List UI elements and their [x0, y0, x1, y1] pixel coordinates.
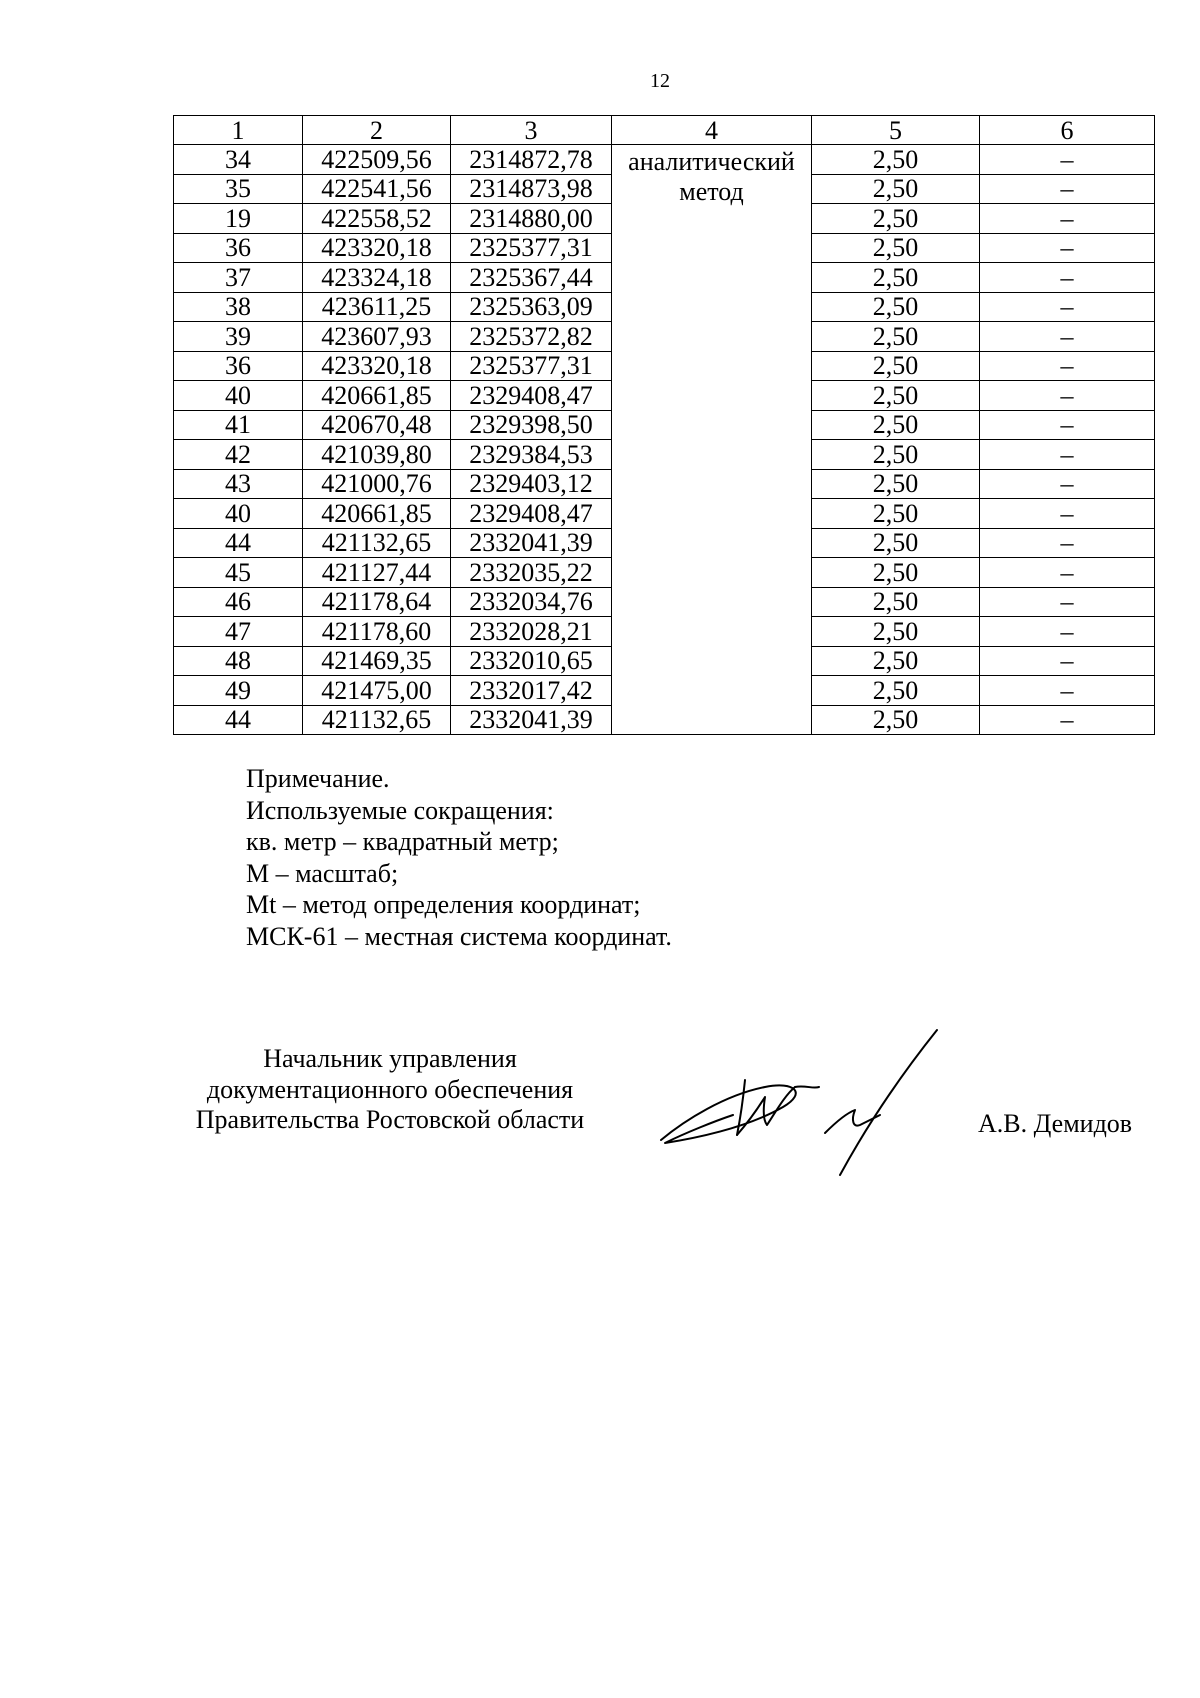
x-coordinate-cell: 421469,35 — [303, 646, 451, 676]
accuracy-cell: 2,50 — [812, 145, 980, 175]
x-coordinate-cell: 421127,44 — [303, 558, 451, 588]
column-header: 3 — [451, 116, 612, 145]
y-coordinate-cell: 2325367,44 — [451, 263, 612, 293]
accuracy-cell: 2,50 — [812, 587, 980, 617]
position-line: документационного обеспечения — [206, 1074, 574, 1104]
accuracy-cell: 2,50 — [812, 469, 980, 499]
y-coordinate-cell: 2325363,09 — [451, 292, 612, 322]
description-cell: – — [980, 351, 1155, 381]
point-number-cell: 41 — [174, 410, 303, 440]
description-cell: – — [980, 528, 1155, 558]
x-coordinate-cell: 420661,85 — [303, 381, 451, 411]
description-cell: – — [980, 587, 1155, 617]
x-coordinate-cell: 421178,60 — [303, 617, 451, 647]
y-coordinate-cell: 2329384,53 — [451, 440, 612, 470]
y-coordinate-cell: 2329408,47 — [451, 499, 612, 529]
position-line: Начальник управления — [263, 1044, 517, 1073]
accuracy-cell: 2,50 — [812, 646, 980, 676]
y-coordinate-cell: 2332028,21 — [451, 617, 612, 647]
table-row — [174, 145, 1155, 175]
point-number-cell: 34 — [174, 145, 303, 175]
description-cell: – — [980, 145, 1155, 175]
handwritten-signature — [655, 1025, 945, 1185]
point-number-cell: 45 — [174, 558, 303, 588]
y-coordinate-cell: 2329408,47 — [451, 381, 612, 411]
note-line: М – масштаб; — [246, 858, 399, 888]
column-header: 6 — [980, 116, 1155, 145]
column-header: 1 — [174, 116, 303, 145]
table-header-row — [174, 116, 1155, 145]
x-coordinate-cell: 420661,85 — [303, 499, 451, 529]
point-number-cell: 35 — [174, 174, 303, 204]
coordinates-table — [173, 115, 1155, 735]
accuracy-cell: 2,50 — [812, 705, 980, 735]
signatory-position — [150, 1044, 630, 1136]
note-line: Используемые сокращения: — [246, 795, 554, 825]
point-number-cell: 37 — [174, 263, 303, 293]
notes-title: Примечание. — [246, 764, 390, 793]
accuracy-cell: 2,50 — [812, 174, 980, 204]
description-cell: – — [980, 440, 1155, 470]
y-coordinate-cell: 2314872,78 — [451, 145, 612, 175]
description-cell: – — [980, 499, 1155, 529]
description-cell: – — [980, 381, 1155, 411]
accuracy-cell: 2,50 — [812, 499, 980, 529]
point-number-cell: 43 — [174, 469, 303, 499]
y-coordinate-cell: 2325377,31 — [451, 233, 612, 263]
point-number-cell: 40 — [174, 381, 303, 411]
description-cell: – — [980, 705, 1155, 735]
accuracy-cell: 2,50 — [812, 381, 980, 411]
x-coordinate-cell: 421000,76 — [303, 469, 451, 499]
accuracy-cell: 2,50 — [812, 233, 980, 263]
x-coordinate-cell: 421132,65 — [303, 705, 451, 735]
x-coordinate-cell: 422541,56 — [303, 174, 451, 204]
point-number-cell: 44 — [174, 705, 303, 735]
accuracy-cell: 2,50 — [812, 204, 980, 234]
description-cell: – — [980, 233, 1155, 263]
x-coordinate-cell: 423611,25 — [303, 292, 451, 322]
accuracy-cell: 2,50 — [812, 528, 980, 558]
description-cell: – — [980, 204, 1155, 234]
accuracy-cell: 2,50 — [812, 351, 980, 381]
accuracy-cell: 2,50 — [812, 676, 980, 706]
y-coordinate-cell: 2314880,00 — [451, 204, 612, 234]
accuracy-cell: 2,50 — [812, 263, 980, 293]
accuracy-cell: 2,50 — [812, 410, 980, 440]
y-coordinate-cell: 2332035,22 — [451, 558, 612, 588]
x-coordinate-cell: 421178,64 — [303, 587, 451, 617]
description-cell: – — [980, 469, 1155, 499]
page-number: 12 — [650, 70, 670, 92]
note-line: Mt – метод определения координат; — [246, 890, 641, 919]
accuracy-cell: 2,50 — [812, 558, 980, 588]
description-cell: – — [980, 410, 1155, 440]
column-header: 4 — [612, 116, 812, 145]
x-coordinate-cell: 423324,18 — [303, 263, 451, 293]
y-coordinate-cell: 2332041,39 — [451, 705, 612, 735]
point-number-cell: 46 — [174, 587, 303, 617]
y-coordinate-cell: 2332041,39 — [451, 528, 612, 558]
x-coordinate-cell: 423320,18 — [303, 233, 451, 263]
description-cell: – — [980, 676, 1155, 706]
y-coordinate-cell: 2332010,65 — [451, 646, 612, 676]
x-coordinate-cell: 420670,48 — [303, 410, 451, 440]
column-header: 5 — [812, 116, 980, 145]
point-number-cell: 40 — [174, 499, 303, 529]
accuracy-cell: 2,50 — [812, 617, 980, 647]
x-coordinate-cell: 421475,00 — [303, 676, 451, 706]
accuracy-cell: 2,50 — [812, 322, 980, 352]
accuracy-cell: 2,50 — [812, 440, 980, 470]
note-line: кв. метр – квадратный метр; — [246, 827, 559, 856]
y-coordinate-cell: 2325372,82 — [451, 322, 612, 352]
y-coordinate-cell: 2329398,50 — [451, 410, 612, 440]
y-coordinate-cell: 2332034,76 — [451, 587, 612, 617]
signatory-name: А.В. Демидов — [978, 1109, 1133, 1138]
point-number-cell: 36 — [174, 351, 303, 381]
y-coordinate-cell: 2332017,42 — [451, 676, 612, 706]
x-coordinate-cell: 421132,65 — [303, 528, 451, 558]
x-coordinate-cell: 423607,93 — [303, 322, 451, 352]
point-number-cell: 19 — [174, 204, 303, 234]
notes — [246, 763, 672, 952]
x-coordinate-cell: 423320,18 — [303, 351, 451, 381]
position-line: Правительства Ростовской области — [195, 1105, 585, 1134]
column-header: 2 — [303, 116, 451, 145]
description-cell: – — [980, 263, 1155, 293]
y-coordinate-cell: 2329403,12 — [451, 469, 612, 499]
x-coordinate-cell: 422558,52 — [303, 204, 451, 234]
x-coordinate-cell: 421039,80 — [303, 440, 451, 470]
point-number-cell: 48 — [174, 646, 303, 676]
description-cell: – — [980, 558, 1155, 588]
point-number-cell: 38 — [174, 292, 303, 322]
point-number-cell: 39 — [174, 322, 303, 352]
description-cell: – — [980, 617, 1155, 647]
point-number-cell: 47 — [174, 617, 303, 647]
x-coordinate-cell: 422509,56 — [303, 145, 451, 175]
point-number-cell: 49 — [174, 676, 303, 706]
y-coordinate-cell: 2325377,31 — [451, 351, 612, 381]
y-coordinate-cell: 2314873,98 — [451, 174, 612, 204]
point-number-cell: 42 — [174, 440, 303, 470]
description-cell: – — [980, 292, 1155, 322]
description-cell: – — [980, 322, 1155, 352]
note-line: МСК-61 – местная система координат. — [246, 921, 672, 951]
description-cell: – — [980, 646, 1155, 676]
method-cell: аналитический метод — [612, 145, 812, 735]
description-cell: – — [980, 174, 1155, 204]
point-number-cell: 36 — [174, 233, 303, 263]
accuracy-cell: 2,50 — [812, 292, 980, 322]
point-number-cell: 44 — [174, 528, 303, 558]
